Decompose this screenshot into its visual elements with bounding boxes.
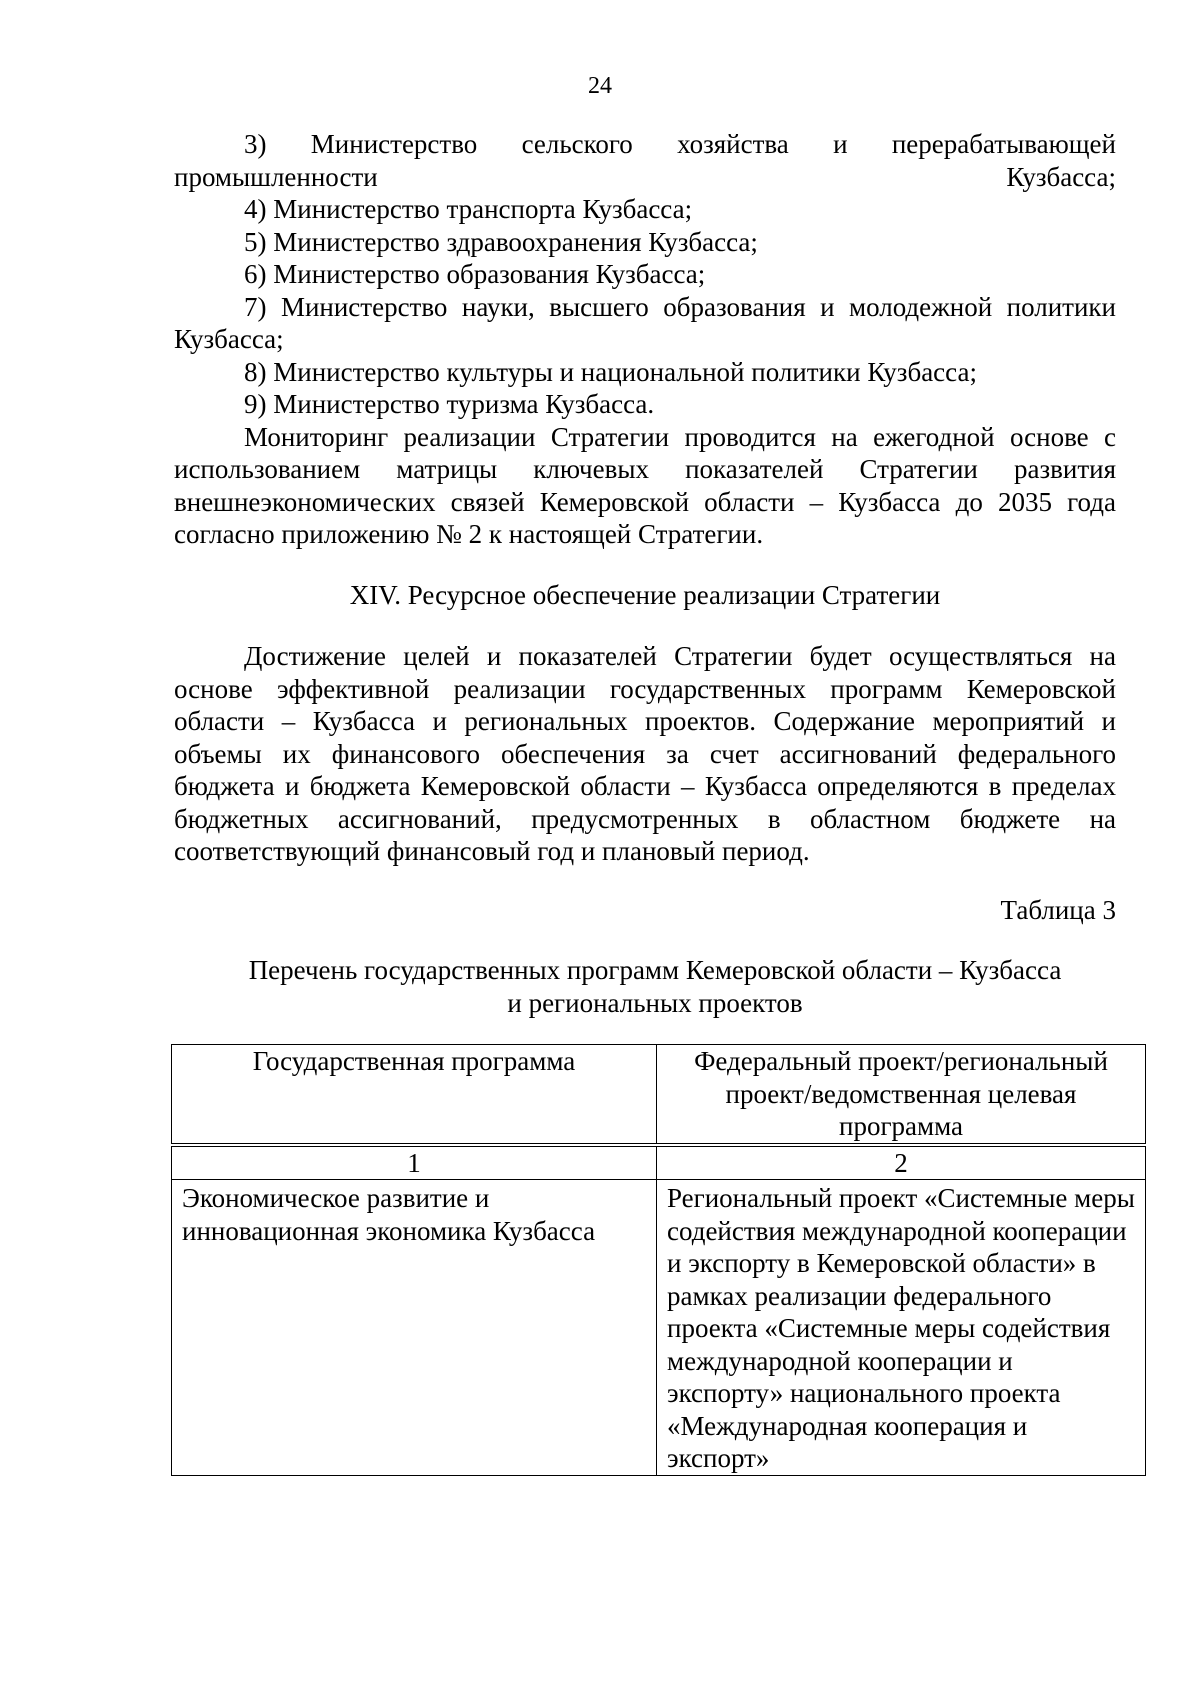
page-number: 24 [588, 73, 612, 99]
table-number-row [172, 1145, 1146, 1180]
column-number: 2 [657, 1145, 1146, 1180]
column-number: 1 [172, 1145, 657, 1180]
table-label: Таблица 3 [1000, 894, 1116, 925]
table-header-project: Федеральный проект/региональный проект/ведомственная целевая программа [657, 1045, 1146, 1145]
table-title-line-2: и региональных проектов [507, 987, 803, 1018]
list-item: 6) Министерство образования Кузбасса; [244, 259, 706, 289]
table-cell-project: Региональный проект «Системные меры содействия международной кооперации и экспорту в Кемеровской области» в рамках реализации федерального проекта «Системные меры содействия международной кооперации и экспорту» национального проекта «Международная кооперация и экспорт» [657, 1180, 1146, 1476]
table-cell-program: Экономическое развитие и инновационная экономика Кузбасса [172, 1180, 657, 1476]
list-item: 7) Министерство науки, высшего образования и молодежной политики Кузбасса; [174, 291, 1116, 354]
resource-paragraph: Достижение целей и показателей Стратегии будет осуществляться на основе эффективной реализации государственных программ Кемеровской области – Кузбасса и региональных проектов. Содержание мероприятий и объемы их финансового обеспечения за счет ассигнований федерального бюджета и бюджета Кемеровской области – Кузбасса определяются в пределах бюджетных ассигнований, предусмотренных в областном бюджете на соответствующий финансовый год и плановый период. [174, 641, 1116, 866]
table-title-line-1: Перечень государственных программ Кемеровской области – Кузбасса [248, 955, 1062, 985]
table-title [174, 954, 1116, 1019]
document-body [174, 128, 1135, 1476]
table-header-row [172, 1045, 1146, 1145]
programs-table [171, 1044, 1146, 1476]
list-item: 4) Министерство транспорта Кузбасса; [244, 194, 693, 224]
list-item: 8) Министерство культуры и национальной политики Кузбасса; [244, 356, 977, 387]
monitoring-paragraph: Мониторинг реализации Стратегии проводится на ежегодной основе с использованием матрицы ключевых показателей Стратегии развития внешнеэкономических связей Кемеровской области – Кузбасса до 2035 года согласно приложению № 2 к настоящей Стратегии. [174, 421, 1116, 549]
table-row [172, 1180, 1146, 1476]
list-item: 5) Министерство здравоохранения Кузбасса; [244, 226, 758, 257]
table-header-program: Государственная программа [172, 1045, 657, 1145]
list-item: 9) Министерство туризма Кузбасса. [244, 389, 655, 419]
list-item: 3) Министерство сельского хозяйства и перерабатывающей промышленности Кузбасса; [174, 129, 1116, 192]
section-heading: XIV. Ресурсное обеспечение реализации Стратегии [349, 579, 941, 610]
